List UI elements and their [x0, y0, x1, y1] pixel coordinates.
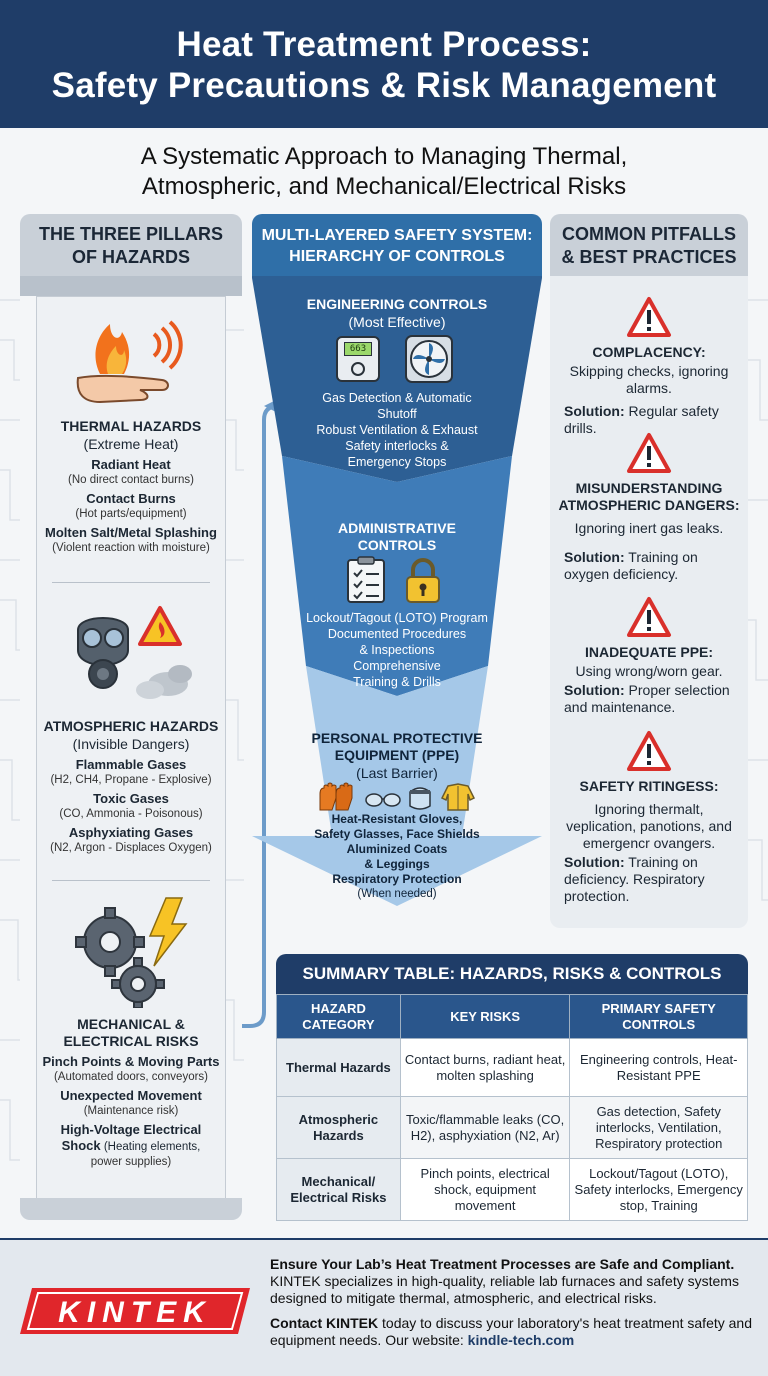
atmospheric-hazards-subtitle: (Invisible Dangers)	[72, 736, 190, 752]
mechanical-title-line-1: MECHANICAL &	[77, 1016, 185, 1032]
gas-detector-icon	[336, 336, 380, 382]
solution-text: Proper selection and maintenance.	[564, 682, 730, 715]
hazard-item-name-line-2	[36, 1138, 226, 1155]
gas-mask-icon	[68, 600, 198, 710]
hazard-item-name: Molten Salt/Metal Splashing	[45, 525, 217, 540]
footer-heading: Ensure Your Lab’s Heat Treatment Processes are Safe and Compliant.	[270, 1256, 735, 1272]
table-cell: Thermal Hazards	[277, 1039, 401, 1097]
table-cell: Engineering controls, Heat-Resistant PPE	[570, 1039, 748, 1097]
ppe-note: (When needed)	[357, 888, 437, 900]
thermal-hazards-subtitle: (Extreme Heat)	[83, 436, 179, 452]
summary-table	[276, 994, 748, 1221]
hazard-item-name: High-Voltage Electrical	[60, 1122, 202, 1137]
table-cell: Lockout/Tagout (LOTO), Safety interlocks, Emergency stop, Training	[570, 1159, 748, 1221]
thermal-hazards-title: THERMAL HAZARDS	[60, 418, 202, 434]
warning-icon	[626, 730, 672, 772]
control-line: Heat-Resistant Gloves,	[331, 812, 463, 826]
safety-glasses-icon	[366, 794, 400, 806]
engineering-controls-title: ENGINEERING CONTROLS	[306, 296, 488, 312]
gas-detector-readout: 663	[344, 342, 372, 356]
hazard-item-desc: (Automated doors, conveyors)	[53, 1071, 209, 1083]
control-line: Comprehensive	[353, 659, 441, 673]
subtitle-line-1: A Systematic Approach to Managing Thermal,	[140, 143, 628, 170]
footer-contact-label: Contact KINTEK	[270, 1315, 379, 1331]
table-row	[277, 1097, 748, 1159]
hazard-item-desc: (Hot parts/equipment)	[75, 508, 187, 520]
column-header: KEY RISKS	[400, 995, 570, 1039]
hazard-item-desc: (CO, Ammonia - Poisonous)	[59, 808, 203, 820]
administrative-controls-section	[290, 520, 504, 554]
hierarchy-heading	[252, 214, 542, 276]
hazard-item-name: Contact Burns	[86, 491, 176, 506]
ventilation-fan-icon	[404, 334, 454, 384]
subtitle	[0, 142, 768, 202]
ppe-subtitle: (Last Barrier)	[356, 765, 438, 781]
ppe-list	[290, 812, 504, 902]
hazards-heading-band	[20, 276, 242, 296]
column-header: HAZARD CATEGORY	[277, 995, 401, 1039]
pitfall-solution	[556, 682, 742, 716]
hazards-heading-line-1: THE THREE PILLARS	[38, 224, 223, 244]
control-line: & Inspections	[359, 643, 435, 657]
table-header-row	[277, 995, 748, 1039]
pitfall-item	[556, 296, 742, 437]
table-row	[277, 1159, 748, 1221]
administrative-controls-list	[290, 610, 504, 690]
control-line: Robust Ventilation & Exhaust	[316, 423, 478, 437]
pitfall-description: Skipping checks, ignoring alarms.	[569, 363, 729, 396]
pitfall-description: Ignoring inert gas leaks.	[574, 520, 724, 536]
table-cell: Atmospheric Hazards	[277, 1097, 401, 1159]
warning-icon	[626, 596, 672, 638]
pitfalls-heading-line-1: COMMON PITFALLS	[562, 224, 736, 244]
footer-body: KINTEK specializes in high-quality, reliable lab furnaces and safety systems designed to mitigate thermal, atmospheric, and electrical risks.	[270, 1273, 739, 1306]
column-header: PRIMARY SAFETY CONTROLS	[570, 995, 748, 1039]
pitfall-solution	[556, 854, 742, 905]
hazard-item-name: Unexpected Movement	[60, 1088, 202, 1103]
ppe-title-line-1: PERSONAL PROTECTIVE	[311, 730, 483, 746]
table-cell: Pinch points, electrical shock, equipment movement	[400, 1159, 570, 1221]
face-shield-icon	[410, 788, 430, 809]
table-cell: Contact burns, radiant heat, molten splashing	[400, 1039, 570, 1097]
aluminized-coat-icon	[442, 784, 474, 810]
solution-label: Solution:	[564, 403, 625, 419]
table-cell: Gas detection, Safety interlocks, Ventilation, Respiratory protection	[570, 1097, 748, 1159]
hazard-item-desc-part: (Heating elements,	[100, 1141, 201, 1153]
clipboard-checklist-icon	[346, 556, 386, 604]
ppe-title-line-2: EQUIPMENT (PPE)	[334, 747, 460, 763]
summary-table-title: SUMMARY TABLE: HAZARDS, RISKS & CONTROLS	[276, 954, 748, 994]
engineering-controls-section	[290, 296, 504, 331]
pitfall-title-line-2: ATMOSPHERIC DANGERS:	[558, 497, 740, 513]
hazards-panel-base	[20, 1198, 242, 1220]
pitfall-title: MISUNDERSTANDING	[575, 480, 723, 496]
hazard-item-desc: (Violent reaction with moisture)	[52, 542, 210, 554]
subtitle-line-2: Atmospheric, and Mechanical/Electrical Risks	[141, 173, 627, 200]
hazard-item-name: Toxic Gases	[93, 791, 169, 806]
control-line: Safety Glasses, Face Shields	[314, 827, 480, 841]
pitfall-item	[556, 432, 742, 583]
hazard-item-desc: power supplies)	[90, 1156, 172, 1168]
administrative-title-line-1: ADMINISTRATIVE	[338, 520, 456, 536]
section-divider	[52, 582, 210, 583]
ppe-gear-icons	[316, 782, 478, 812]
hierarchy-heading-line-1: MULTI-LAYERED SAFETY SYSTEM:	[261, 227, 533, 244]
pitfall-title: INADEQUATE PPE:	[584, 644, 714, 660]
website-link[interactable]: kindle-tech.com	[467, 1332, 575, 1348]
title-line-2: Safety Precautions & Risk Management	[51, 66, 717, 105]
atmospheric-hazards-section	[36, 718, 226, 856]
hazard-item-desc: (No direct contact burns)	[68, 474, 194, 486]
solution-label: Solution:	[564, 854, 625, 870]
mechanical-title-line-2: ELECTRICAL RISKS	[63, 1033, 199, 1049]
hierarchy-heading-line-2: HIERARCHY OF CONTROLS	[289, 248, 505, 265]
pitfalls-heading-line-2: & BEST PRACTICES	[561, 247, 737, 267]
atmospheric-hazards-title: ATMOSPHERIC HAZARDS	[43, 718, 219, 734]
hand-fire-icon	[70, 304, 190, 414]
hazard-item-name-part: Shock	[61, 1138, 101, 1153]
control-line: Emergency Stops	[347, 455, 447, 469]
control-line: Gas Detection & Automatic	[322, 391, 472, 405]
solution-text: Training on deficiency. Respiratory protection.	[564, 854, 705, 904]
hazards-pillars-heading	[20, 214, 242, 276]
padlock-icon	[404, 556, 442, 604]
pitfall-item	[556, 596, 742, 716]
footer-contact-text: today to discuss your laboratory's heat treatment safety and equipment needs. Our website:	[270, 1315, 752, 1348]
control-line: Shutoff	[377, 407, 417, 421]
pitfalls-heading	[550, 214, 748, 276]
kintek-logo	[18, 1286, 252, 1336]
solution-label: Solution:	[564, 549, 625, 565]
title-banner	[0, 0, 768, 128]
hazard-item-name: Pinch Points & Moving Parts	[42, 1054, 220, 1069]
pitfall-description: Using wrong/worn gear.	[575, 663, 723, 679]
engineering-controls-subtitle: (Most Effective)	[348, 314, 446, 330]
control-line: Training & Drills	[353, 675, 441, 689]
gloves-icon	[320, 783, 352, 810]
section-divider	[52, 880, 210, 881]
solution-text: Regular safety drills.	[564, 403, 719, 436]
title-line-1: Heat Treatment Process:	[176, 25, 592, 64]
control-line: Safety interlocks &	[345, 439, 449, 453]
table-cell: Mechanical/ Electrical Risks	[277, 1159, 401, 1221]
pitfall-item	[556, 730, 742, 905]
kintek-logo-text: KINTEK	[58, 1296, 212, 1329]
hazards-heading-line-2: OF HAZARDS	[72, 247, 190, 267]
warning-icon	[626, 296, 672, 338]
engineering-controls-list	[290, 390, 504, 470]
control-line: Lockout/Tagout (LOTO) Program	[306, 611, 488, 625]
hazard-item-name: Radiant Heat	[91, 457, 171, 472]
footer-text	[270, 1256, 760, 1357]
hazard-item-desc: (N2, Argon - Displaces Oxygen)	[50, 842, 212, 854]
control-line: Aluminized Coats	[346, 842, 448, 856]
hazard-item-desc: (H2, CH4, Propane - Explosive)	[50, 774, 212, 786]
gears-lightning-icon	[74, 896, 194, 1008]
warning-icon	[626, 432, 672, 474]
pitfall-description: Ignoring thermalt, veplication, panotions, and emergencr ovangers.	[566, 801, 732, 851]
table-row	[277, 1039, 748, 1097]
hazard-item-desc: (Maintenance risk)	[83, 1105, 179, 1117]
solution-text: Training on oxygen deficiency.	[564, 549, 698, 582]
hazard-item-name: Asphyxiating Gases	[68, 825, 194, 840]
control-line: Respiratory Protection	[332, 872, 462, 886]
solution-label: Solution:	[564, 682, 625, 698]
mechanical-electrical-section	[36, 1016, 226, 1170]
hazard-item-name: Flammable Gases	[75, 757, 187, 772]
table-cell: Toxic/flammable leaks (CO, H2), asphyxiation (N2, Ar)	[400, 1097, 570, 1159]
thermal-hazards-section	[36, 418, 226, 556]
ppe-section	[290, 730, 504, 782]
control-line: Documented Procedures	[327, 627, 467, 641]
pitfall-title: SAFETY RITINGESS:	[579, 778, 719, 794]
control-line: & Leggings	[364, 857, 430, 871]
pitfall-solution	[556, 549, 742, 583]
administrative-title-line-2: CONTROLS	[357, 537, 437, 553]
pitfall-title: COMPLACENCY:	[592, 344, 706, 360]
